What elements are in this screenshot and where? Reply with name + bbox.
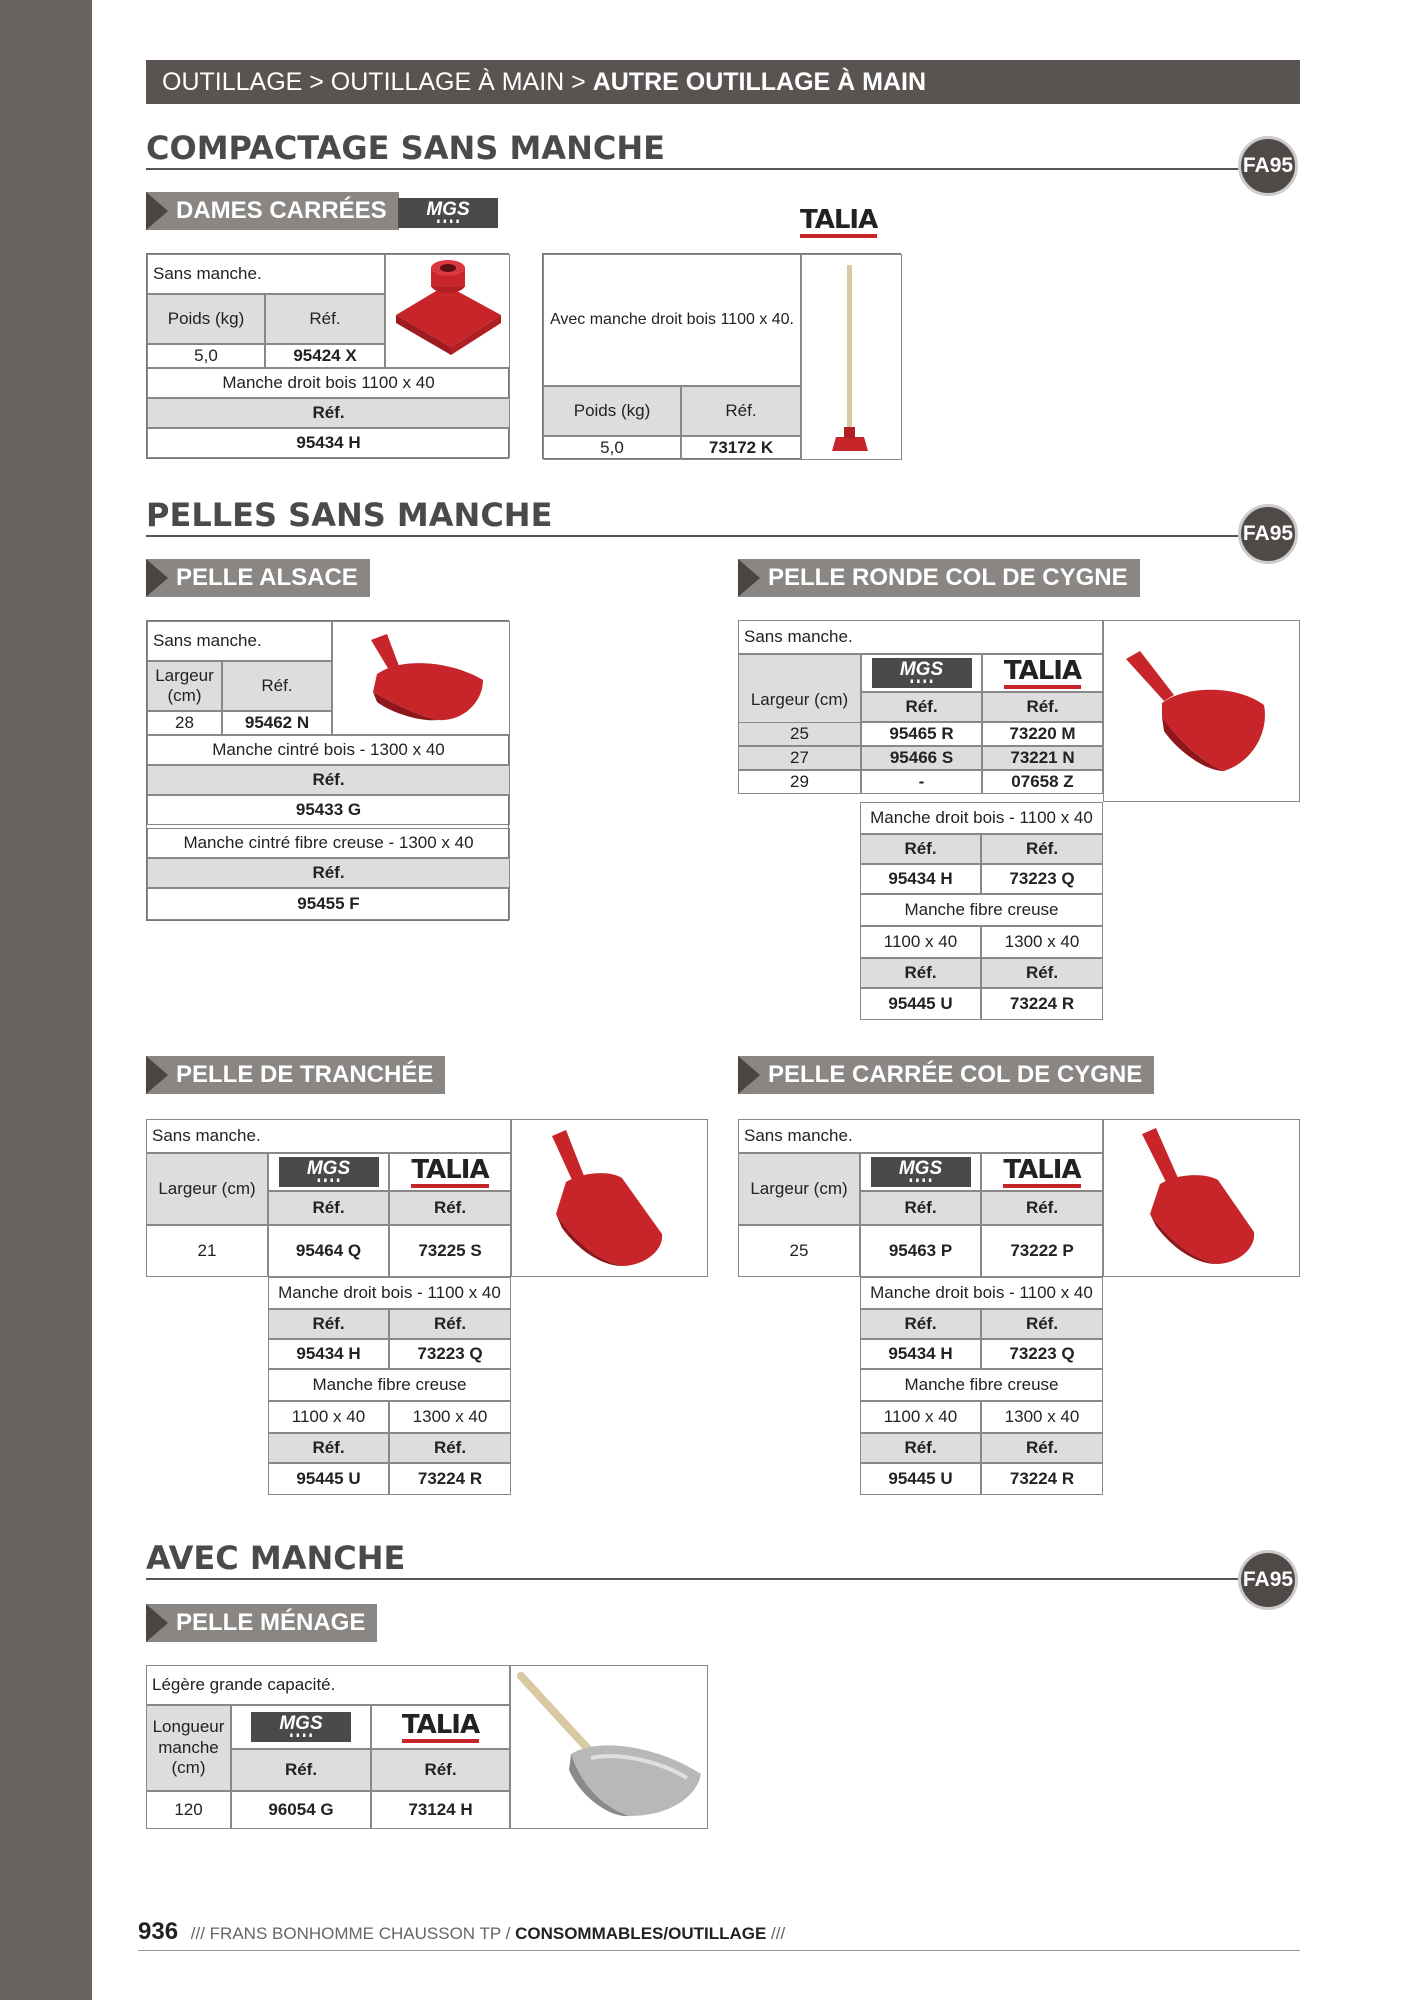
header-ref-mgs: Réf.	[268, 1309, 389, 1339]
cell-manche2: Manche cintré fibre creuse - 1300 x 40	[147, 828, 510, 858]
mgs-logo-cell: MGS ∎ ∎ ∎ ∎	[861, 654, 982, 692]
footer	[138, 1918, 1300, 1948]
header-ref: Réf.	[265, 294, 385, 344]
left-sidebar-band	[0, 0, 92, 2000]
cell-mf-talia: 73224 R	[981, 1463, 1103, 1495]
section-compactage	[146, 128, 1300, 168]
section-rule	[146, 535, 1260, 537]
subsection-tranchee: PELLE DE TRANCHÉE	[146, 1056, 445, 1094]
tranchee-manche-table	[268, 1277, 511, 1499]
subsection-dames: DAMES CARRÉES	[146, 192, 399, 230]
header-ref: Réf.	[222, 661, 332, 711]
section-title: AVEC MANCHE	[146, 1539, 406, 1577]
cell-width: 27	[738, 746, 861, 770]
cell-ref-talia: 07658 Z	[982, 770, 1103, 794]
pelle-alsace-image	[332, 621, 510, 735]
header-largeur: Largeur (cm)	[738, 1153, 860, 1225]
cell-ref-talia: 73221 N	[982, 746, 1103, 770]
cell-ref-talia: 73220 M	[982, 722, 1103, 746]
header-ref-talia: Réf.	[389, 1309, 511, 1339]
header-ref-mgs: Réf.	[860, 1309, 981, 1339]
talia-logo-cell: TALIA	[389, 1153, 511, 1191]
ronde-manche-table	[860, 802, 1103, 1024]
tranchee-table	[146, 1119, 708, 1277]
header-poids: Poids (kg)	[543, 386, 681, 436]
cell-manche-droit: Manche droit bois - 1100 x 40	[860, 802, 1103, 834]
cell-dim1300: 1300 x 40	[389, 1401, 511, 1433]
header-manche2-ref: Réf.	[147, 858, 510, 888]
section-rule	[146, 1578, 1260, 1580]
breadcrumb-path: OUTILLAGE > OUTILLAGE À MAIN >	[162, 68, 593, 96]
cell-length: 120	[146, 1791, 231, 1829]
pelle-tranchee-image	[511, 1119, 708, 1277]
fa-badge: FA95	[1238, 1550, 1298, 1610]
cell-ref: 95424 X	[265, 344, 385, 368]
talia-logo-cell: TALIA	[981, 1153, 1103, 1191]
header-ref-talia: Réf.	[981, 834, 1103, 864]
section-title: PELLES SANS MANCHE	[146, 496, 553, 534]
cell-ref-mgs: -	[861, 770, 982, 794]
cell-sans-manche: Sans manche.	[738, 1119, 1103, 1153]
subsection-alsace: PELLE ALSACE	[146, 559, 370, 597]
cell-sans-manche: Sans manche.	[146, 1119, 511, 1153]
header-ref-mgs: Réf.	[860, 958, 981, 988]
cell-manche-fibre: Manche fibre creuse	[860, 1369, 1103, 1401]
subsection-menage: PELLE MÉNAGE	[146, 1604, 377, 1642]
header-ref-mgs: Réf.	[860, 1433, 981, 1463]
header-ref-mgs: Réf.	[861, 692, 982, 722]
header-ref-mgs: Réf.	[268, 1433, 389, 1463]
header-ref-talia: Réf.	[981, 1433, 1103, 1463]
cell-width: 25	[738, 1225, 860, 1277]
subsection-ronde: PELLE RONDE COL DE CYGNE	[738, 559, 1140, 597]
footer-end: ///	[766, 1924, 786, 1943]
cell-manche-ref: 95434 H	[147, 428, 510, 458]
talia-logo-cell: TALIA	[982, 654, 1103, 692]
cell-ref: 95462 N	[222, 711, 332, 735]
header-largeur: Largeur (cm)	[738, 654, 861, 746]
cell-sans-manche: Sans manche.	[147, 254, 385, 294]
cell-width: 29	[738, 770, 861, 794]
header-largeur: Largeur (cm)	[146, 1153, 268, 1225]
cell-dim1300: 1300 x 40	[981, 926, 1103, 958]
header-poids: Poids (kg)	[147, 294, 265, 344]
cell-mf-talia: 73224 R	[981, 988, 1103, 1020]
mgs-logo-cell: MGS ∎ ∎ ∎ ∎	[860, 1153, 981, 1191]
cell-weight: 5,0	[543, 436, 681, 460]
mgs-logo-cell: MGS ∎ ∎ ∎ ∎	[231, 1705, 371, 1749]
header-ref: Réf.	[681, 386, 801, 436]
cell-avec-manche: Avec manche droit bois 1100 x 40.	[543, 254, 801, 386]
header-ref-talia: Réf.	[981, 1309, 1103, 1339]
cell-mf-mgs: 95445 U	[268, 1463, 389, 1495]
footer-category: CONSOMMABLES/OUTILLAGE	[515, 1924, 767, 1943]
header-ref-talia: Réf.	[389, 1191, 511, 1225]
section-rule	[146, 168, 1260, 170]
page-number: 936	[138, 1918, 179, 1945]
dames-mgs-table	[146, 253, 509, 459]
talia-logo-cell: TALIA	[371, 1705, 510, 1749]
cell-manche-fibre: Manche fibre creuse	[268, 1369, 511, 1401]
header-ref-mgs: Réf.	[231, 1749, 371, 1791]
header-ref-talia: Réf.	[389, 1433, 511, 1463]
section-title: COMPACTAGE SANS MANCHE	[146, 129, 665, 167]
cell-manche-droit: Manche droit bois - 1100 x 40	[268, 1277, 511, 1309]
alsace-table	[146, 620, 509, 921]
subsection-carree: PELLE CARRÉE COL DE CYGNE	[738, 1056, 1154, 1094]
header-manche1-ref: Réf.	[147, 765, 510, 795]
header-longueur: Longueur manche (cm)	[146, 1705, 231, 1791]
cell-md-talia: 73223 Q	[389, 1339, 511, 1369]
mgs-logo-cell: MGS ∎ ∎ ∎ ∎	[268, 1153, 389, 1191]
cell-manche-droit: Manche droit bois 1100 x 40	[147, 368, 510, 398]
section-avec-manche	[146, 1538, 1300, 1578]
cell-dim1300: 1300 x 40	[981, 1401, 1103, 1433]
cell-manche2-ref: 95455 F	[147, 888, 510, 920]
pelle-menage-image	[510, 1665, 708, 1829]
cell-dim1100: 1100 x 40	[268, 1401, 389, 1433]
cell-ref-mgs: 95465 R	[861, 722, 982, 746]
cell-mf-talia: 73224 R	[389, 1463, 511, 1495]
cell-ref: 73172 K	[681, 436, 801, 460]
carree-manche-table	[860, 1277, 1103, 1499]
dame-carree-image	[385, 254, 510, 368]
header-largeur: Largeur (cm)	[147, 661, 222, 711]
cell-md-talia: 73223 Q	[981, 1339, 1103, 1369]
header-ref-mgs: Réf.	[860, 1191, 981, 1225]
header-manche-ref: Réf.	[147, 398, 510, 428]
cell-width: 21	[146, 1225, 268, 1277]
cell-ref-talia: 73225 S	[389, 1225, 511, 1277]
cell-width: 28	[147, 711, 222, 735]
cell-ref-mgs: 95464 Q	[268, 1225, 389, 1277]
cell-dim1100: 1100 x 40	[860, 926, 981, 958]
header-ref-talia: Réf.	[371, 1749, 510, 1791]
pelle-carree-image	[1103, 1119, 1300, 1277]
cell-dim1100: 1100 x 40	[860, 1401, 981, 1433]
dame-avec-manche-image	[801, 254, 902, 460]
breadcrumb-current: AUTRE OUTILLAGE À MAIN	[592, 68, 927, 96]
dames-talia-table	[542, 253, 901, 459]
header-ref-mgs: Réf.	[860, 834, 981, 864]
cell-md-mgs: 95434 H	[860, 864, 981, 894]
footer-sep: /	[500, 1924, 516, 1943]
cell-mf-mgs: 95445 U	[860, 988, 981, 1020]
header-ref-talia: Réf.	[981, 1191, 1103, 1225]
talia-logo: TALIA	[800, 206, 877, 238]
cell-md-mgs: 95434 H	[860, 1339, 981, 1369]
section-pelles	[146, 495, 1300, 535]
cell-desc: Légère grande capacité.	[146, 1665, 510, 1705]
mgs-logo: MGS ∎ ∎ ∎ ∎	[398, 198, 498, 228]
ronde-table	[738, 620, 1300, 802]
cell-ref-mgs: 95463 P	[860, 1225, 981, 1277]
cell-ref-mgs: 95466 S	[861, 746, 982, 770]
cell-ref-mgs: 96054 G	[231, 1791, 371, 1829]
carree-table	[738, 1119, 1300, 1277]
cell-manche-droit: Manche droit bois - 1100 x 40	[860, 1277, 1103, 1309]
pelle-ronde-image	[1103, 620, 1300, 802]
header-ref-talia: Réf.	[981, 958, 1103, 988]
cell-sans-manche: Sans manche.	[738, 620, 1103, 654]
footer-company: /// FRANS BONHOMME CHAUSSON TP	[190, 1924, 501, 1943]
header-ref-mgs: Réf.	[268, 1191, 389, 1225]
cell-weight: 5,0	[147, 344, 265, 368]
cell-md-talia: 73223 Q	[981, 864, 1103, 894]
fa-badge: FA95	[1238, 504, 1298, 564]
breadcrumb	[146, 60, 1300, 104]
cell-manche-fibre: Manche fibre creuse	[860, 894, 1103, 926]
footer-rule	[138, 1950, 1300, 1951]
cell-manche1-ref: 95433 G	[147, 795, 510, 825]
menage-table	[146, 1665, 708, 1829]
header-ref-talia: Réf.	[982, 692, 1103, 722]
cell-ref-talia: 73124 H	[371, 1791, 510, 1829]
cell-manche1: Manche cintré bois - 1300 x 40	[147, 735, 510, 765]
cell-ref-talia: 73222 P	[981, 1225, 1103, 1277]
cell-sans-manche: Sans manche.	[147, 621, 332, 661]
cell-mf-mgs: 95445 U	[860, 1463, 981, 1495]
cell-width: 25	[738, 722, 861, 746]
cell-md-mgs: 95434 H	[268, 1339, 389, 1369]
fa-badge: FA95	[1238, 136, 1298, 196]
